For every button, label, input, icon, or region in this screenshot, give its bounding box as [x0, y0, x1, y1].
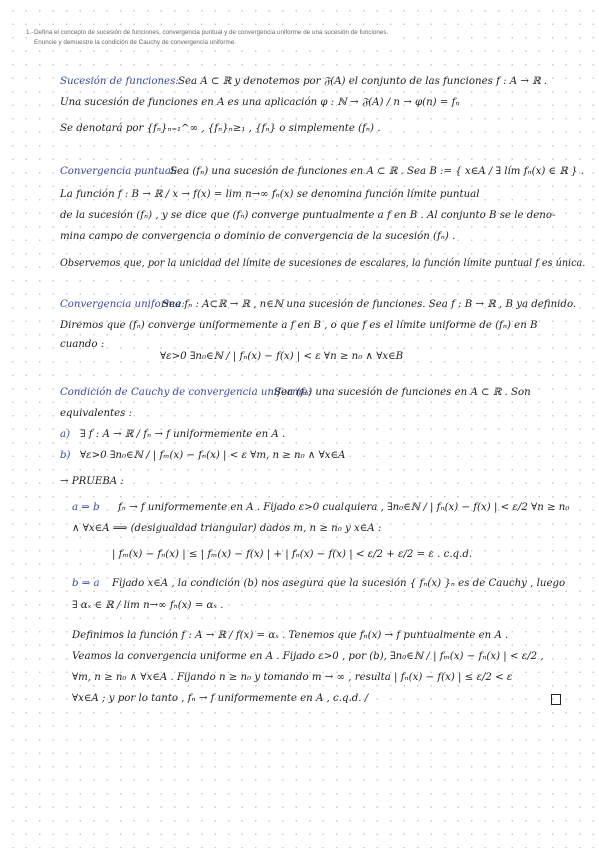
- handwritten-line: ∀x∈A ; y por lo tanto , fₙ → f uniformemente en A , c.q.d. /: [72, 693, 369, 704]
- handwritten-line: → PRUEBA :: [60, 476, 124, 487]
- handwritten-line: Se denotará por {fₙ}ₙ₌₁^∞ , {fₙ}ₙ≥₁ , {fₙ} o simplemente (fₙ) .: [60, 123, 381, 134]
- question-header: [26, 28, 394, 48]
- section-heading: a): [60, 429, 71, 440]
- section-heading: a ⇒ b: [72, 502, 100, 513]
- handwritten-line: cuando :: [60, 339, 105, 350]
- handwritten-line: | fₘ(x) − fₙ(x) | ≤ | fₘ(x) − f(x) | + | fₙ(x) − f(x) | < ε/2 + ε/2 = ε . c.q.d.: [112, 549, 473, 560]
- section-heading: Convergencia uniforme:: [60, 299, 185, 310]
- section-heading: Sucesión de funciones:: [60, 76, 179, 87]
- section-heading: b): [60, 450, 71, 461]
- handwritten-line: Sea (fₙ) una sucesión de funciones en A ⊂ ℝ . Sea B := { x∈A / ∃ lím fₙ(x) ∈ ℝ } .: [170, 166, 584, 177]
- question-text: Defina el concepto de sucesión de funciones, convergencia puntual y de convergencia uniforme de una sucesión de funciones. Enuncie y demuestre la condición de Cauchy de convergencia uniforme.: [34, 29, 389, 46]
- handwritten-line: Diremos que (fₙ) converge uniformemente a f en B , o que f es el límite uniforme de (fₙ) en B: [60, 320, 538, 331]
- handwritten-line: ∃ f : A → ℝ / fₙ → f uniformemente en A .: [80, 429, 286, 440]
- handwritten-line: Sea A ⊂ ℝ y denotemos por 𝔉(A) el conjunto de las funciones f : A → ℝ .: [178, 76, 548, 87]
- handwritten-line: Sea (fₙ) una sucesión de funciones en A ⊂ ℝ . Son: [274, 387, 531, 398]
- handwritten-line: equivalentes :: [60, 408, 133, 419]
- section-heading: Condición de Cauchy de convergencia uniforme:: [60, 387, 312, 398]
- handwritten-line: ∧ ∀x∈A ⟹ (desigualdad triangular) dados m, n ≥ n₀ y x∈A :: [72, 523, 382, 534]
- handwritten-line: de la sucesión (fₙ) , y se dice que (fₙ) converge puntualmente a f en B . Al conjunto B se le deno-: [60, 210, 556, 221]
- handwritten-line: Sea fₙ : A⊂ℝ → ℝ , n∈ℕ una sucesión de funciones. Sea f : B → ℝ , B ya definido.: [162, 299, 577, 310]
- handwritten-line: mina campo de convergencia o dominio de convergencia de la sucesión (fₙ) .: [60, 231, 456, 242]
- handwritten-line: ∀ε>0 ∃n₀∈ℕ / | fₙ(x) − f(x) | < ε ∀n ≥ n₀ ∧ ∀x∈B: [160, 351, 404, 362]
- handwritten-line: Fijado x∈A , la condición (b) nos asegura que la sucesión { fₙ(x) }ₙ es de Cauchy , luego: [112, 578, 566, 589]
- handwritten-line: ∃ αₓ ∈ ℝ / lim n→∞ fₙ(x) = αₓ .: [72, 600, 224, 611]
- section-heading: b ⇒ a: [72, 578, 100, 589]
- handwritten-line: ∀m, n ≥ n₀ ∧ ∀x∈A . Fijando n ≥ n₀ y tomando m → ∞ , resulta | fₙ(x) − f(x) | ≤ ε/2 < ε: [72, 672, 513, 683]
- handwritten-line: Definimos la función f : A → ℝ / f(x) = αₓ . Tenemos que fₙ(x) → f puntualmente en A .: [72, 630, 509, 641]
- handwritten-line: ∀ε>0 ∃n₀∈ℕ / | fₘ(x) − fₙ(x) | < ε ∀m, n ≥ n₀ ∧ ∀x∈A: [80, 450, 346, 461]
- handwritten-line: Una sucesión de funciones en A es una aplicación φ : ℕ → 𝔉(A) / n → φ(n) = fₙ: [60, 97, 460, 108]
- question-number: 1.-: [26, 29, 34, 36]
- handwritten-line: La función f : B → ℝ / x → f(x) = lim n→∞ fₙ(x) se denomina función límite puntual: [60, 189, 480, 200]
- qed-square-icon: [551, 694, 561, 705]
- handwritten-line: fₙ → f uniformemente en A . Fijado ε>0 cualquiera , ∃n₀∈ℕ / | fₙ(x) − f(x) | < ε/2 ∀n ≥ n₀: [118, 502, 570, 513]
- handwritten-line: Veamos la convergencia uniforme en A . Fijado ε>0 , por (b), ∃n₀∈ℕ / | fₘ(x) − fₙ(x) | < ε/2 ,: [72, 651, 544, 662]
- section-heading: Convergencia puntual:: [60, 166, 178, 177]
- handwritten-line: Observemos que, por la unicidad del límite de sucesiones de escalares, la función límite puntual f es única.: [60, 258, 586, 269]
